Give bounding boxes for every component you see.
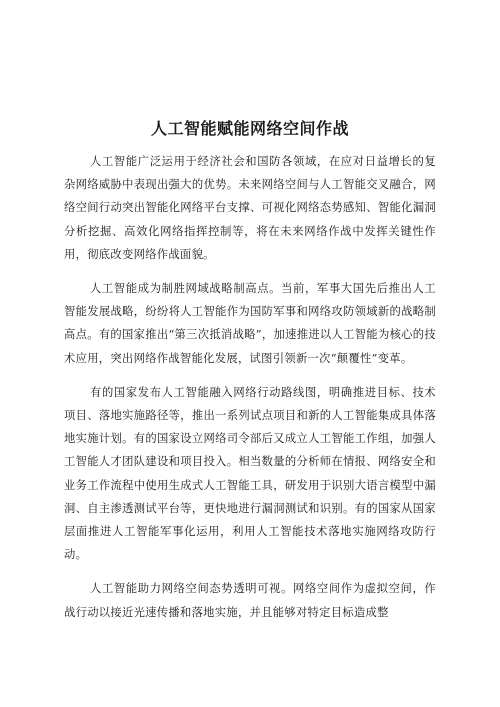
paragraph-1: 人工智能广泛运用于经济社会和国防各领域，在应对日益增长的复杂网络威胁中表现出强大的优势。未来网络空间与人工智能交叉融合，网络空间行动突出智能化网络平台支撑、可视化网络态势感知、智能化漏洞分析挖掘、高效化网络指挥控制等，将在未来网络作战中发挥关键性作用，彻底改变网络作战面貌。 — [64, 155, 436, 261]
paragraph-3: 有的国家发布人工智能融入网络行动路线图，明确推进目标、技术项目、落地实施路径等，推出一系列试点项目和新的人工智能集成具体落地实施计划。有的国家设立网络司令部后又成立人工智能工作组，加强人工智能人才团队建设和项目投入。相当数量的分析师在情报、网络安全和业务工作流程中使用生成式人工智能工具，研发用于识别大语言模型中漏洞、自主渗透测试平台等，更快地进行漏洞测试和识别。有的国家从国家层面推进人工智能军事化运用，利用人工智能技术落地实施网络攻防行动。 — [64, 385, 436, 562]
document-body — [64, 150, 436, 635]
paragraph-2: 人工智能成为制胜网域战略制高点。当前，军事大国先后推出人工智能发展战略，纷纷将人工智能作为国防军事和网络攻防领域新的战略制高点。有的国家推出“第三次抵消战略”，加速推进以人工智能为核心的技术应用，突出网络作战智能化发展，试图引领新一次“颠覆性”变革。 — [64, 282, 436, 365]
document-title: 人工智能赋能网络空间作战 — [150, 119, 349, 138]
paragraph-4: 人工智能助力网络空间态势透明可视。网络空间作为虚拟空间，作战行动以接近光速传播和落地实施，并且能够对特定目标造成整 — [64, 582, 436, 619]
